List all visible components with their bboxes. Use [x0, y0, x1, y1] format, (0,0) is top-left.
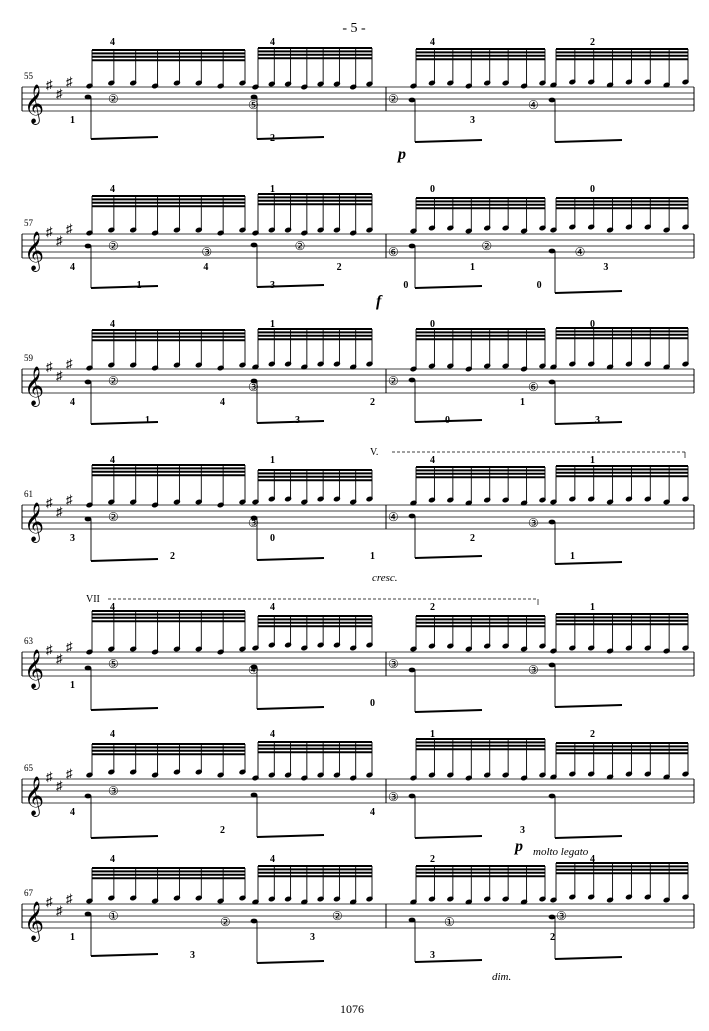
measure-number: 57 [24, 218, 33, 228]
fingering: 4 [110, 319, 115, 330]
sharp-icon: ♯ [66, 891, 73, 906]
sharp-icon: ♯ [46, 359, 53, 374]
string-number: ③ [248, 516, 259, 530]
bass-note-head [409, 668, 416, 673]
treble-clef-icon: 𝄞 [24, 86, 45, 123]
fingering: 1 [270, 184, 275, 195]
bass-note-head [549, 380, 556, 385]
fingering: 0 [430, 319, 435, 330]
sharp-icon: ♯ [56, 651, 63, 666]
bass-note-head [549, 249, 556, 254]
bass-note-head [85, 666, 92, 671]
measure-number: 67 [24, 888, 33, 898]
string-number: ⑤ [248, 98, 259, 112]
fingering: 3 [190, 950, 195, 961]
fingering: 3 [70, 533, 75, 544]
fingering: 3 [470, 115, 475, 126]
bass-note-head [549, 663, 556, 668]
fingering: 2 [430, 602, 435, 613]
bass-note-head [409, 378, 416, 383]
bass-note-head [251, 243, 258, 248]
string-number: ③ [388, 657, 399, 671]
bass-beam [415, 140, 482, 142]
sharp-icon: ♯ [66, 221, 73, 236]
bass-beam [555, 562, 622, 564]
fingering: 1 [570, 551, 575, 562]
bass-note-head [85, 380, 92, 385]
fingering: 3 [603, 262, 609, 273]
bass-beam [555, 422, 622, 424]
bass-beam [415, 556, 482, 558]
dynamic-marking: p [398, 146, 406, 163]
fingering: 1 [590, 602, 595, 613]
bass-beam [415, 286, 482, 288]
sharp-icon: ♯ [46, 642, 53, 657]
string-number: ② [294, 239, 306, 253]
treble-clef-icon: 𝄞 [24, 903, 45, 940]
fingering: 1 [430, 729, 435, 740]
fingering: 4 [70, 262, 75, 273]
sharp-icon: ♯ [46, 894, 53, 909]
position-marking: VII [86, 594, 100, 605]
sharp-icon: ♯ [56, 903, 63, 918]
measure-number: 59 [24, 353, 33, 363]
bass-beam [91, 137, 158, 139]
treble-clef-icon: 𝄞 [24, 368, 45, 405]
fingering: 4 [110, 729, 115, 740]
string-number: ④ [248, 663, 259, 677]
sharp-icon: ♯ [46, 77, 53, 92]
bass-note-head [409, 244, 416, 249]
string-number: ② [108, 374, 119, 388]
dynamic-marking: p [515, 838, 523, 855]
fingering: 0 [445, 415, 450, 426]
fingering: 4 [270, 602, 275, 613]
fingering: 1 [370, 551, 375, 562]
fingering: 4 [110, 184, 115, 195]
bass-note-head [85, 517, 92, 522]
sharp-icon: ♯ [46, 224, 53, 239]
fingering: 0 [590, 319, 595, 330]
fingering: 3 [595, 415, 600, 426]
expression-text: cresc. [372, 572, 398, 584]
expression-text: dim. [492, 971, 512, 983]
fingering: 4 [110, 455, 115, 466]
string-number: ③ [388, 790, 399, 804]
sharp-icon: ♯ [56, 368, 63, 383]
string-number: ② [388, 374, 399, 388]
bass-beam [257, 835, 324, 837]
treble-clef-icon: 𝄞 [24, 233, 45, 270]
fingering: 2 [220, 825, 225, 836]
bass-beam [257, 285, 324, 287]
string-number: ② [388, 92, 399, 106]
sharp-icon: ♯ [56, 504, 63, 519]
fingering: 1 [70, 932, 75, 943]
bass-beam [257, 558, 324, 560]
fingering: 2 [370, 397, 375, 408]
sharp-icon: ♯ [46, 495, 53, 510]
fingering: 4 [110, 37, 115, 48]
fingering: 4 [110, 602, 115, 613]
fingering: 2 [470, 533, 475, 544]
fingering: 4 [430, 37, 435, 48]
fingering: 4 [203, 262, 209, 273]
bass-beam [91, 286, 158, 288]
systems [22, 37, 694, 983]
measure-number: 61 [24, 489, 33, 499]
bass-note-head [549, 794, 556, 799]
fingering: 3 [520, 825, 525, 836]
bass-note-head [409, 918, 416, 923]
measure-number: 65 [24, 763, 33, 773]
bass-note-head [549, 520, 556, 525]
treble-clef-icon: 𝄞 [24, 651, 45, 688]
fingering: 2 [550, 932, 555, 943]
fingering: 0 [590, 184, 595, 195]
string-number: ⑤ [108, 657, 119, 671]
fingering: 4 [70, 807, 75, 818]
bass-beam [415, 710, 482, 712]
fingering: 2 [336, 262, 342, 273]
string-number: ③ [528, 663, 539, 677]
fingering: 1 [520, 397, 525, 408]
bass-note-head [251, 793, 258, 798]
bass-note-head [409, 794, 416, 799]
bass-beam [555, 705, 622, 707]
bass-beam [555, 836, 622, 838]
treble-clef-icon: 𝄞 [24, 504, 45, 541]
fingering: 0 [536, 280, 542, 291]
string-number: ③ [201, 245, 213, 259]
page-header: - 5 - [342, 21, 366, 36]
sharp-icon: ♯ [66, 492, 73, 507]
system [22, 594, 694, 712]
string-number: ⑥ [388, 245, 399, 259]
bass-beam [91, 559, 158, 561]
bass-beam [91, 836, 158, 838]
fingering: 4 [370, 807, 375, 818]
string-number: ② [481, 239, 493, 253]
fingering: 1 [70, 680, 75, 691]
bass-note-head [409, 98, 416, 103]
bass-note-head [251, 919, 258, 924]
fingering: 1 [136, 280, 142, 291]
fingering: 2 [270, 133, 275, 144]
string-number: ② [332, 909, 343, 923]
fingering: 4 [270, 729, 275, 740]
fingering: 0 [370, 698, 375, 709]
string-number: ④ [388, 510, 399, 524]
bass-beam [555, 957, 622, 959]
sharp-icon: ♯ [66, 74, 73, 89]
string-number: ② [108, 510, 119, 524]
system [22, 729, 694, 858]
fingering: 4 [70, 397, 75, 408]
fingering: 4 [220, 397, 225, 408]
system [22, 447, 694, 584]
bass-note-head [549, 915, 556, 920]
string-number: ⑥ [528, 380, 539, 394]
string-number: ④ [574, 245, 586, 259]
fingering: 3 [295, 415, 300, 426]
bass-beam [91, 708, 158, 710]
bass-beam [91, 954, 158, 956]
bass-beam [257, 961, 324, 963]
fingering: 0 [403, 280, 409, 291]
fingering: 4 [270, 37, 275, 48]
fingering: 3 [270, 280, 275, 291]
bass-note-head [85, 794, 92, 799]
fingering: 3 [310, 932, 315, 943]
fingering: 3 [430, 950, 435, 961]
fingering: 4 [590, 854, 595, 865]
string-number: ④ [528, 98, 539, 112]
bass-beam [415, 960, 482, 962]
fingering: 4 [270, 854, 275, 865]
sharp-icon: ♯ [66, 766, 73, 781]
bass-note-head [85, 912, 92, 917]
fingering: 2 [170, 551, 175, 562]
measure-number: 63 [24, 636, 33, 646]
dynamic-marking: f [376, 293, 382, 310]
fingering: 2 [430, 854, 435, 865]
bass-note-head [85, 95, 92, 100]
string-number: ② [108, 239, 119, 253]
bass-beam [555, 140, 622, 142]
fingering: 1 [470, 262, 475, 273]
fingering: 1 [70, 115, 75, 126]
measure-number: 55 [24, 71, 33, 81]
expression-text: molto legato [533, 846, 589, 858]
position-marking: V. [370, 447, 379, 458]
sharp-icon: ♯ [46, 769, 53, 784]
sharp-icon: ♯ [66, 356, 73, 371]
system [22, 37, 694, 163]
bass-beam [257, 421, 324, 423]
string-number: ② [108, 92, 119, 106]
sharp-icon: ♯ [56, 778, 63, 793]
bass-note-head [409, 514, 416, 519]
page-footer: 1076 [340, 1002, 364, 1016]
fingering: 1 [270, 455, 275, 466]
bass-beam [257, 707, 324, 709]
system [22, 854, 694, 983]
string-number: ① [444, 915, 455, 929]
string-number: ③ [108, 784, 119, 798]
fingering: 1 [145, 415, 150, 426]
string-number: ② [220, 915, 231, 929]
bass-beam [415, 836, 482, 838]
system [22, 319, 694, 426]
sharp-icon: ♯ [66, 639, 73, 654]
string-number: ③ [556, 909, 567, 923]
fingering: 0 [430, 184, 435, 195]
bass-note-head [549, 98, 556, 103]
fingering: 1 [590, 455, 595, 466]
fingering: 0 [270, 533, 275, 544]
treble-clef-icon: 𝄞 [24, 778, 45, 815]
fingering: 1 [270, 319, 275, 330]
bass-beam [555, 291, 622, 293]
bass-note-head [85, 244, 92, 249]
system [22, 184, 694, 310]
string-number: ③ [248, 380, 259, 394]
fingering: 2 [590, 37, 595, 48]
sharp-icon: ♯ [56, 86, 63, 101]
bass-beam [257, 137, 324, 139]
string-number: ③ [528, 516, 539, 530]
fingering: 2 [590, 729, 595, 740]
sharp-icon: ♯ [56, 233, 63, 248]
fingering: 4 [430, 455, 435, 466]
string-number: ① [108, 909, 119, 923]
fingering: 4 [110, 854, 115, 865]
